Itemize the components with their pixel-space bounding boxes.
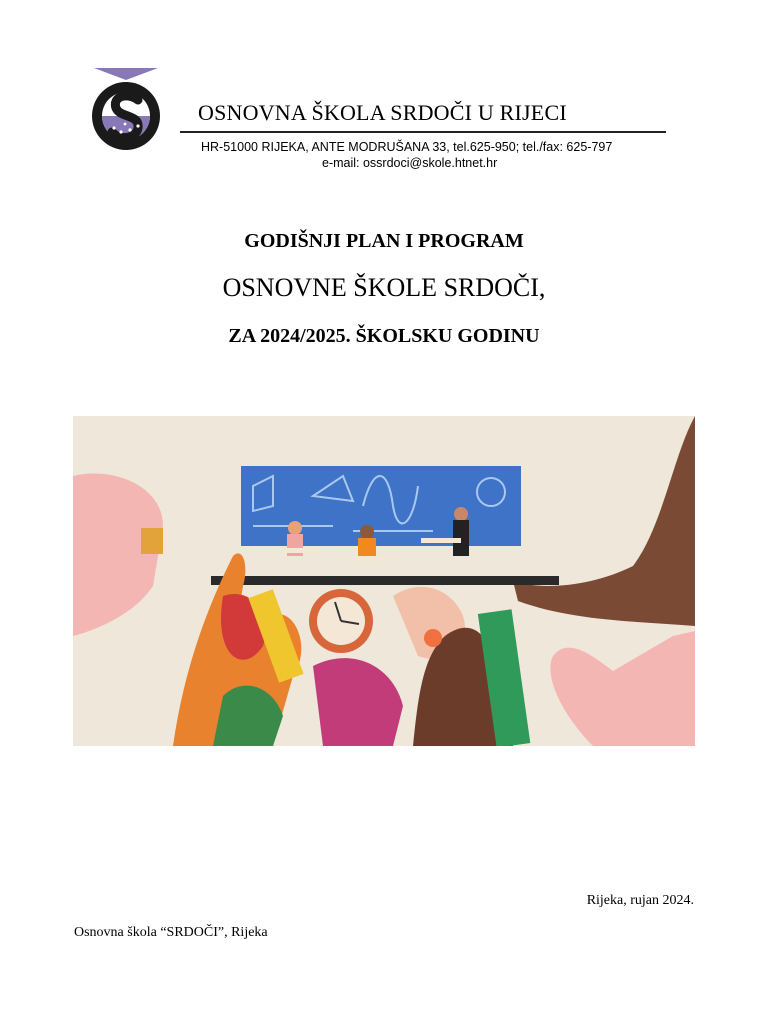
document-title-line-2: OSNOVNE ŠKOLE SRDOČI,: [222, 273, 546, 302]
header-divider: [180, 131, 666, 133]
school-email: e-mail: ossrdoci@skole.htnet.hr: [322, 156, 498, 170]
school-logo-icon: [88, 66, 164, 156]
place-and-date: Rijeka, rujan 2024.: [586, 893, 694, 908]
document-title-line-1: GODIŠNJI PLAN I PROGRAM: [244, 230, 524, 252]
school-address: HR-51000 RIJEKA, ANTE MODRUŠANA 33, tel.625-950; tel./fax: 625-797: [201, 140, 613, 154]
document-title-line-3: ZA 2024/2025. ŠKOLSKU GODINU: [228, 325, 540, 347]
school-name: OSNOVNA ŠKOLA SRDOČI U RIJECI: [198, 100, 567, 125]
footer-school-name: Osnovna škola “SRDOČI”, Rijeka: [74, 925, 268, 940]
classroom-hands-illustration: [73, 416, 695, 746]
trophy-icon: [141, 528, 163, 554]
